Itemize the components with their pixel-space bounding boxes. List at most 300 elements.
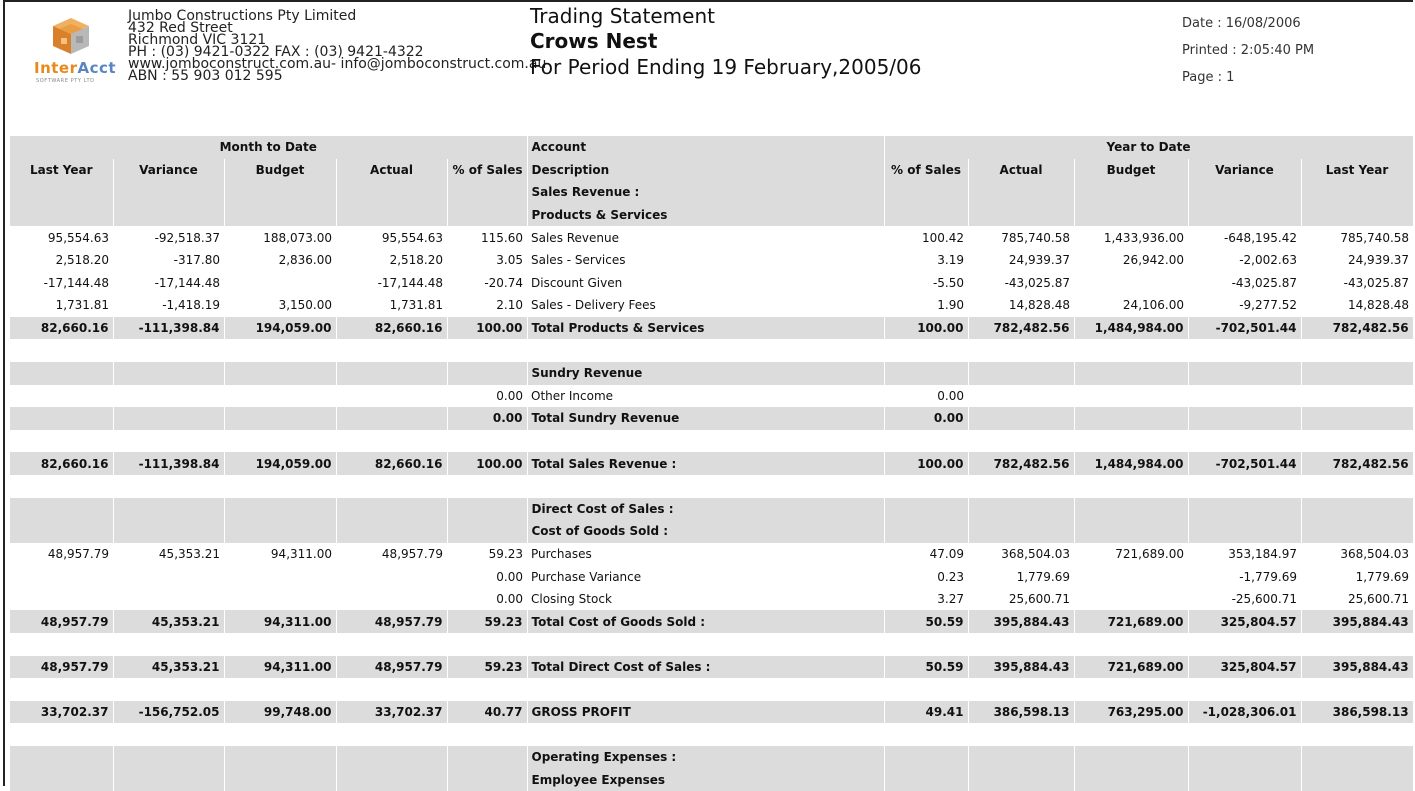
company-web: www.jomboconstruct.com.au- info@jomboconstruct.com.au <box>128 56 547 72</box>
amount-cell: 59.23 <box>488 546 523 561</box>
amount-cell: 194,059.00 <box>224 317 336 340</box>
amount-cell <box>1074 723 1188 746</box>
amount-cell <box>10 181 113 204</box>
account-description-cell <box>527 430 884 453</box>
account-description-cell: Closing Stock <box>531 592 612 607</box>
amount-cell: 3.27 <box>937 592 964 607</box>
amount-cell <box>113 385 224 408</box>
account-description-cell: Total Cost of Goods Sold : <box>527 610 884 633</box>
amount-cell <box>1188 204 1301 227</box>
amount-cell <box>1188 430 1301 453</box>
amount-cell: 100.00 <box>447 452 527 475</box>
amount-cell: 95,554.63 <box>381 230 443 245</box>
col-header: % of Sales <box>447 159 527 182</box>
amount-cell <box>447 181 527 204</box>
account-description-cell: Sales - Delivery Fees <box>531 298 656 313</box>
amount-cell <box>1074 678 1188 701</box>
amount-cell <box>968 339 1074 362</box>
company-abn: ABN : 55 903 012 595 <box>128 68 283 84</box>
amount-cell: 45,353.21 <box>113 610 224 633</box>
amount-cell <box>224 204 336 227</box>
amount-cell: -156,752.05 <box>113 701 224 724</box>
amount-cell <box>336 769 447 791</box>
amount-cell <box>224 678 336 701</box>
amount-cell <box>113 565 224 588</box>
amount-cell: 368,504.03 <box>1001 546 1070 561</box>
amount-cell <box>336 678 447 701</box>
report-heading <box>530 4 922 80</box>
amount-cell <box>1188 520 1301 543</box>
month-to-date-header: Month to Date <box>10 136 527 159</box>
amount-cell: 368,504.03 <box>1340 546 1410 561</box>
year-to-date-header: Year to Date <box>884 136 1413 159</box>
account-description-cell: Total Sales Revenue : <box>527 452 884 475</box>
col-header: % of Sales <box>884 159 968 182</box>
amount-cell <box>1074 520 1188 543</box>
amount-cell <box>336 633 447 656</box>
header-columns-row <box>10 159 1413 182</box>
report-body <box>10 181 1413 791</box>
amount-cell: 48,957.79 <box>381 546 443 561</box>
amount-cell <box>113 339 224 362</box>
table-row <box>10 204 1413 227</box>
amount-cell <box>113 181 224 204</box>
amount-cell <box>968 498 1074 521</box>
amount-cell <box>113 407 224 430</box>
account-description-cell: Sales Revenue : <box>527 181 884 204</box>
amount-cell <box>1074 746 1188 769</box>
amount-cell: 14,828.48 <box>1347 298 1410 313</box>
amount-cell <box>336 339 447 362</box>
amount-cell <box>1188 385 1301 408</box>
amount-cell <box>1301 385 1413 408</box>
amount-cell <box>224 498 336 521</box>
amount-cell <box>1074 272 1188 295</box>
amount-cell <box>1301 407 1413 430</box>
amount-cell: 48,957.79 <box>336 610 447 633</box>
amount-cell: 721,689.00 <box>1074 610 1188 633</box>
amount-cell: 782,482.56 <box>1301 317 1413 340</box>
amount-cell: 45,353.21 <box>113 656 224 679</box>
amount-cell <box>10 498 113 521</box>
amount-cell <box>1301 181 1413 204</box>
amount-cell <box>884 520 968 543</box>
account-description-cell <box>527 723 884 746</box>
amount-cell <box>113 475 224 498</box>
col-header: Actual <box>336 159 447 182</box>
amount-cell: 100.00 <box>884 452 968 475</box>
amount-cell <box>1301 633 1413 656</box>
amount-cell <box>968 204 1074 227</box>
amount-cell <box>336 385 447 408</box>
col-header: Description <box>527 159 884 182</box>
amount-cell: 48,957.79 <box>336 656 447 679</box>
amount-cell <box>336 565 447 588</box>
amount-cell: 14,828.48 <box>1008 298 1070 313</box>
amount-cell: 59.23 <box>447 610 527 633</box>
account-description-cell: Purchase Variance <box>531 569 642 584</box>
amount-cell <box>1074 498 1188 521</box>
amount-cell: 188,073.00 <box>263 230 332 245</box>
amount-cell: 26,942.00 <box>1122 253 1184 268</box>
amount-cell: -2,002.63 <box>1239 253 1297 268</box>
amount-cell: 325,804.57 <box>1188 610 1301 633</box>
col-header: Last Year <box>10 159 113 182</box>
amount-cell <box>224 407 336 430</box>
amount-cell <box>336 588 447 611</box>
amount-cell <box>1301 362 1413 385</box>
amount-cell <box>1188 723 1301 746</box>
amount-cell <box>1301 678 1413 701</box>
spacer-row <box>10 339 1413 362</box>
amount-cell: 100.42 <box>922 230 964 245</box>
table-row <box>10 656 1413 679</box>
header-group-row <box>10 136 1413 159</box>
amount-cell <box>968 746 1074 769</box>
table-row <box>10 498 1413 521</box>
amount-cell: 0.23 <box>937 569 964 584</box>
report-entity: Crows Nest <box>530 29 658 53</box>
amount-cell <box>113 769 224 791</box>
amount-cell: 100.00 <box>447 317 527 340</box>
amount-cell: -9,277.52 <box>1239 298 1297 313</box>
amount-cell <box>10 339 113 362</box>
amount-cell <box>224 633 336 656</box>
amount-cell <box>447 498 527 521</box>
amount-cell <box>447 520 527 543</box>
amount-cell <box>113 678 224 701</box>
amount-cell: -17,144.48 <box>43 275 109 290</box>
account-description-cell: Employee Expenses <box>527 769 884 791</box>
amount-cell: -20.74 <box>484 275 523 290</box>
amount-cell <box>1074 475 1188 498</box>
table-row <box>10 452 1413 475</box>
report-printed: Printed : 2:05:40 PM <box>1182 43 1315 58</box>
amount-cell <box>10 769 113 791</box>
amount-cell: 49.41 <box>884 701 968 724</box>
amount-cell <box>1188 678 1301 701</box>
amount-cell: 194,059.00 <box>224 452 336 475</box>
amount-cell: 40.77 <box>447 701 527 724</box>
table-row <box>10 746 1413 769</box>
amount-cell <box>113 520 224 543</box>
amount-cell <box>884 181 968 204</box>
spacer-row <box>10 430 1413 453</box>
amount-cell: 763,295.00 <box>1074 701 1188 724</box>
amount-cell <box>968 723 1074 746</box>
amount-cell: -1,418.19 <box>162 298 220 313</box>
amount-cell: 82,660.16 <box>336 452 447 475</box>
table-row <box>10 610 1413 633</box>
report-page: Page : 1 <box>1182 70 1235 85</box>
amount-cell: 0.00 <box>496 592 523 607</box>
amount-cell: 1,484,984.00 <box>1074 317 1188 340</box>
amount-cell: 3.19 <box>937 253 964 268</box>
amount-cell: 782,482.56 <box>1301 452 1413 475</box>
amount-cell: 59.23 <box>447 656 527 679</box>
amount-cell <box>884 430 968 453</box>
amount-cell <box>224 430 336 453</box>
amount-cell: 721,689.00 <box>1074 656 1188 679</box>
amount-cell: 48,957.79 <box>47 546 109 561</box>
amount-cell <box>1188 475 1301 498</box>
account-description-cell: Operating Expenses : <box>527 746 884 769</box>
amount-cell: -702,501.44 <box>1188 452 1301 475</box>
spacer-row <box>10 678 1413 701</box>
amount-cell: 0.00 <box>447 407 527 430</box>
amount-cell <box>447 769 527 791</box>
amount-cell <box>336 204 447 227</box>
amount-cell <box>1074 407 1188 430</box>
amount-cell: -5.50 <box>932 275 964 290</box>
amount-cell: -1,028,306.01 <box>1188 701 1301 724</box>
amount-cell: -43,025.87 <box>1343 275 1410 290</box>
amount-cell: 1,433,936.00 <box>1103 230 1184 245</box>
amount-cell: 395,884.43 <box>968 610 1074 633</box>
amount-cell <box>224 520 336 543</box>
amount-cell <box>1074 565 1188 588</box>
company-name: Jumbo Constructions Pty Limited <box>128 8 357 24</box>
amount-cell <box>336 362 447 385</box>
amount-cell: 50.59 <box>884 656 968 679</box>
account-description-cell: Discount Given <box>531 275 623 290</box>
amount-cell <box>1188 181 1301 204</box>
table-row <box>10 362 1413 385</box>
amount-cell <box>113 430 224 453</box>
amount-cell <box>113 204 224 227</box>
report-meta <box>1182 10 1314 91</box>
amount-cell: 782,482.56 <box>968 317 1074 340</box>
account-description-cell: Other Income <box>531 388 614 403</box>
amount-cell: 785,740.58 <box>1001 230 1070 245</box>
amount-cell <box>1074 362 1188 385</box>
amount-cell: 82,660.16 <box>10 317 113 340</box>
amount-cell <box>1188 633 1301 656</box>
amount-cell <box>968 678 1074 701</box>
table-row <box>10 588 1413 611</box>
amount-cell <box>1188 769 1301 791</box>
account-description-cell <box>527 339 884 362</box>
amount-cell: 95,554.63 <box>47 230 109 245</box>
report-date: Date : 16/08/2006 <box>1182 16 1301 31</box>
amount-cell <box>968 633 1074 656</box>
amount-cell: -111,398.84 <box>113 317 224 340</box>
amount-cell: -17,144.48 <box>377 275 443 290</box>
amount-cell <box>884 633 968 656</box>
amount-cell <box>224 588 336 611</box>
amount-cell <box>10 723 113 746</box>
col-header: Budget <box>1074 159 1188 182</box>
amount-cell <box>224 746 336 769</box>
amount-cell: 325,804.57 <box>1188 656 1301 679</box>
company-phone: PH : (03) 9421-0322 FAX : (03) 9421-4322 <box>128 44 424 60</box>
amount-cell <box>10 520 113 543</box>
amount-cell <box>1301 204 1413 227</box>
amount-cell: -702,501.44 <box>1188 317 1301 340</box>
table-row <box>10 407 1413 430</box>
amount-cell: 24,939.37 <box>1347 253 1410 268</box>
report-title: Trading Statement <box>530 4 715 28</box>
amount-cell: 0.00 <box>884 407 968 430</box>
amount-cell: 33,702.37 <box>336 701 447 724</box>
amount-cell <box>884 723 968 746</box>
amount-cell <box>1074 204 1188 227</box>
amount-cell: 45,353.21 <box>158 546 220 561</box>
amount-cell <box>1074 633 1188 656</box>
amount-cell: 395,884.43 <box>968 656 1074 679</box>
amount-cell <box>1188 362 1301 385</box>
amount-cell <box>10 362 113 385</box>
amount-cell <box>884 498 968 521</box>
col-header: Variance <box>1188 159 1301 182</box>
amount-cell <box>336 181 447 204</box>
amount-cell: 47.09 <box>929 546 964 561</box>
amount-cell: 1,484,984.00 <box>1074 452 1188 475</box>
amount-cell: 1,731.81 <box>55 298 109 313</box>
table-row <box>10 565 1413 588</box>
amount-cell <box>1188 498 1301 521</box>
table-row <box>10 543 1413 566</box>
amount-cell <box>224 181 336 204</box>
col-header: Budget <box>224 159 336 182</box>
amount-cell <box>447 723 527 746</box>
amount-cell <box>968 769 1074 791</box>
amount-cell: 48,957.79 <box>10 610 113 633</box>
amount-cell <box>884 769 968 791</box>
amount-cell: 2,518.20 <box>389 253 443 268</box>
logo-brand-text: InterAcct <box>34 59 117 77</box>
amount-cell <box>224 723 336 746</box>
account-description-cell: Sales - Services <box>531 253 626 268</box>
amount-cell: 785,740.58 <box>1340 230 1410 245</box>
amount-cell: 2.10 <box>496 298 523 313</box>
account-description-cell: Direct Cost of Sales : <box>527 498 884 521</box>
amount-cell: 33,702.37 <box>10 701 113 724</box>
amount-cell <box>884 746 968 769</box>
cubes-logo-icon <box>49 12 95 58</box>
amount-cell <box>447 339 527 362</box>
amount-cell <box>1188 746 1301 769</box>
amount-cell <box>113 498 224 521</box>
amount-cell: 0.00 <box>496 388 523 403</box>
amount-cell: 353,184.97 <box>1228 546 1297 561</box>
amount-cell: 386,598.13 <box>968 701 1074 724</box>
amount-cell <box>336 498 447 521</box>
account-description-cell: Sales Revenue <box>531 230 620 245</box>
amount-cell: -1,779.69 <box>1239 569 1297 584</box>
amount-cell <box>224 565 336 588</box>
account-description-cell <box>527 633 884 656</box>
spacer-row <box>10 633 1413 656</box>
amount-cell <box>884 475 968 498</box>
logo-tagline: SOFTWARE PTY LTD <box>36 78 95 84</box>
amount-cell: 721,689.00 <box>1115 546 1184 561</box>
amount-cell: 25,600.71 <box>1008 592 1070 607</box>
amount-cell <box>10 746 113 769</box>
amount-cell <box>224 769 336 791</box>
interacct-logo <box>34 12 120 92</box>
amount-cell: 2,518.20 <box>55 253 109 268</box>
amount-cell <box>10 633 113 656</box>
table-row <box>10 701 1413 724</box>
amount-cell <box>447 746 527 769</box>
account-description-cell: GROSS PROFIT <box>527 701 884 724</box>
amount-cell <box>884 339 968 362</box>
table-row <box>10 769 1413 791</box>
amount-cell <box>10 565 113 588</box>
amount-cell: -43,025.87 <box>1231 275 1297 290</box>
amount-cell: 782,482.56 <box>968 452 1074 475</box>
account-description-cell <box>527 678 884 701</box>
amount-cell: 94,311.00 <box>224 610 336 633</box>
amount-cell <box>224 362 336 385</box>
table-row <box>10 226 1413 249</box>
amount-cell: -317.80 <box>173 253 220 268</box>
table-row <box>10 385 1413 408</box>
amount-cell <box>10 407 113 430</box>
amount-cell <box>1188 407 1301 430</box>
amount-cell: 1,779.69 <box>1355 569 1410 584</box>
amount-cell: 99,748.00 <box>224 701 336 724</box>
col-header: Last Year <box>1301 159 1413 182</box>
amount-cell <box>336 746 447 769</box>
amount-cell <box>1301 498 1413 521</box>
amount-cell: 395,884.43 <box>1301 656 1413 679</box>
amount-cell: 1,779.69 <box>1016 569 1070 584</box>
account-description-cell: Products & Services <box>527 204 884 227</box>
amount-cell: -17,144.48 <box>154 275 220 290</box>
amount-cell <box>447 430 527 453</box>
amount-cell: 82,660.16 <box>10 452 113 475</box>
amount-cell: -43,025.87 <box>1004 275 1070 290</box>
col-header: Variance <box>113 159 224 182</box>
amount-cell <box>968 362 1074 385</box>
amount-cell: 115.60 <box>481 230 523 245</box>
company-details <box>128 10 546 82</box>
amount-cell <box>336 520 447 543</box>
account-description-cell: Total Sundry Revenue <box>527 407 884 430</box>
amount-cell <box>1074 588 1188 611</box>
amount-cell: 100.00 <box>884 317 968 340</box>
amount-cell: 0.00 <box>496 569 523 584</box>
amount-cell <box>968 520 1074 543</box>
amount-cell <box>1301 723 1413 746</box>
amount-cell: 94,311.00 <box>224 656 336 679</box>
amount-cell <box>1188 339 1301 362</box>
amount-cell: 50.59 <box>884 610 968 633</box>
spacer-row <box>10 475 1413 498</box>
spacer-row <box>10 723 1413 746</box>
company-suburb: Richmond VIC 3121 <box>128 32 267 48</box>
amount-cell <box>968 181 1074 204</box>
amount-cell <box>10 475 113 498</box>
account-description-cell <box>527 475 884 498</box>
amount-cell: 2,836.00 <box>278 253 332 268</box>
amount-cell: 82,660.16 <box>336 317 447 340</box>
amount-cell: 386,598.13 <box>1301 701 1413 724</box>
amount-cell <box>10 588 113 611</box>
table-row <box>10 294 1413 317</box>
amount-cell <box>884 204 968 227</box>
amount-cell <box>1074 181 1188 204</box>
amount-cell <box>447 362 527 385</box>
amount-cell: 48,957.79 <box>10 656 113 679</box>
amount-cell <box>113 588 224 611</box>
amount-cell <box>336 430 447 453</box>
amount-cell <box>447 633 527 656</box>
amount-cell <box>113 746 224 769</box>
amount-cell: 1.90 <box>937 298 964 313</box>
